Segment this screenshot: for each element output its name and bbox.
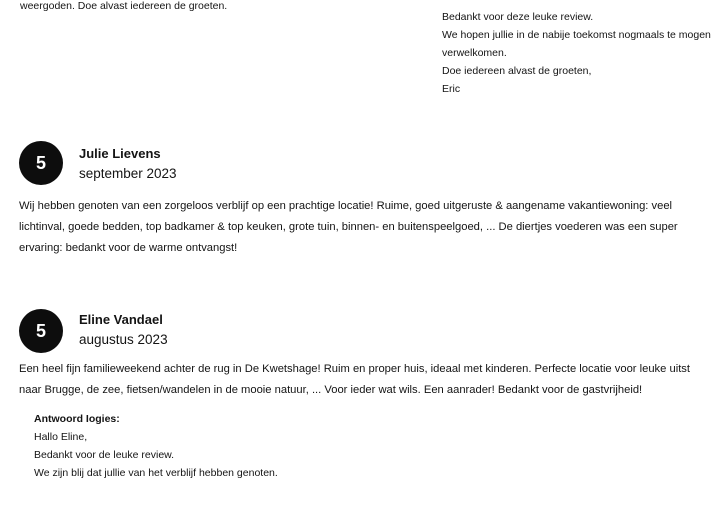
owner-reply-line: Bedankt voor deze leuke review. bbox=[442, 11, 594, 23]
owner-reply-line: We hopen jullie in de nabije toekomst nogmaals te mogen bbox=[442, 29, 711, 41]
review-text bbox=[19, 196, 713, 259]
review-text-line: Wij hebben genoten van een zorgeloos verblijf op een prachtige locatie! Ruime, goed uitgeruste & aangename vakantiewoning: veel bbox=[19, 200, 673, 212]
previous-review-tail: weergoden. Doe alvast iedereen de groeten. bbox=[20, 0, 228, 12]
review-date: augustus 2023 bbox=[79, 332, 168, 347]
owner-reply-line: Doe iedereen alvast de groeten, bbox=[442, 65, 592, 77]
owner-reply-line: verwelkomen. bbox=[442, 47, 507, 59]
review-date: september 2023 bbox=[79, 166, 177, 181]
owner-reply-line: Bedankt voor de leuke review. bbox=[34, 449, 175, 461]
review-text-line: Een heel fijn familieweekend achter de rug in De Kwetshage! Ruim en proper huis, ideaal met kinderen. Perfecte locatie voor leuke uitst bbox=[19, 363, 690, 375]
rating-badge: 5 bbox=[19, 309, 63, 353]
review-text-line: ervaring: bedankt voor de warme ontvangst! bbox=[19, 242, 238, 254]
owner-reply-heading: Antwoord Iogies: bbox=[34, 413, 120, 425]
owner-reply-top bbox=[442, 8, 711, 98]
reviewer-name: Eline Vandael bbox=[79, 312, 163, 327]
review-text-line: naar Brugge, de zee, fietsen/wandelen in de mooie natuur, ... Voor ieder wat wils. Een aanrader! Bedankt voor de gastvrijheid! bbox=[19, 384, 643, 396]
review-text bbox=[19, 359, 713, 401]
owner-reply-line: We zijn blij dat jullie van het verblijf hebben genoten. bbox=[34, 467, 278, 479]
owner-reply-signature: Eric bbox=[442, 83, 461, 95]
rating-badge: 5 bbox=[19, 141, 63, 185]
reviewer-name: Julie Lievens bbox=[79, 146, 161, 161]
owner-reply-line: Hallo Eline, bbox=[34, 431, 88, 443]
review-text-line: lichtinval, goede bedden, top badkamer & top keuken, grote tuin, binnen- en buitenspeelgoed, ... De diertjes voederen was een super bbox=[19, 221, 678, 233]
owner-reply bbox=[34, 410, 278, 482]
